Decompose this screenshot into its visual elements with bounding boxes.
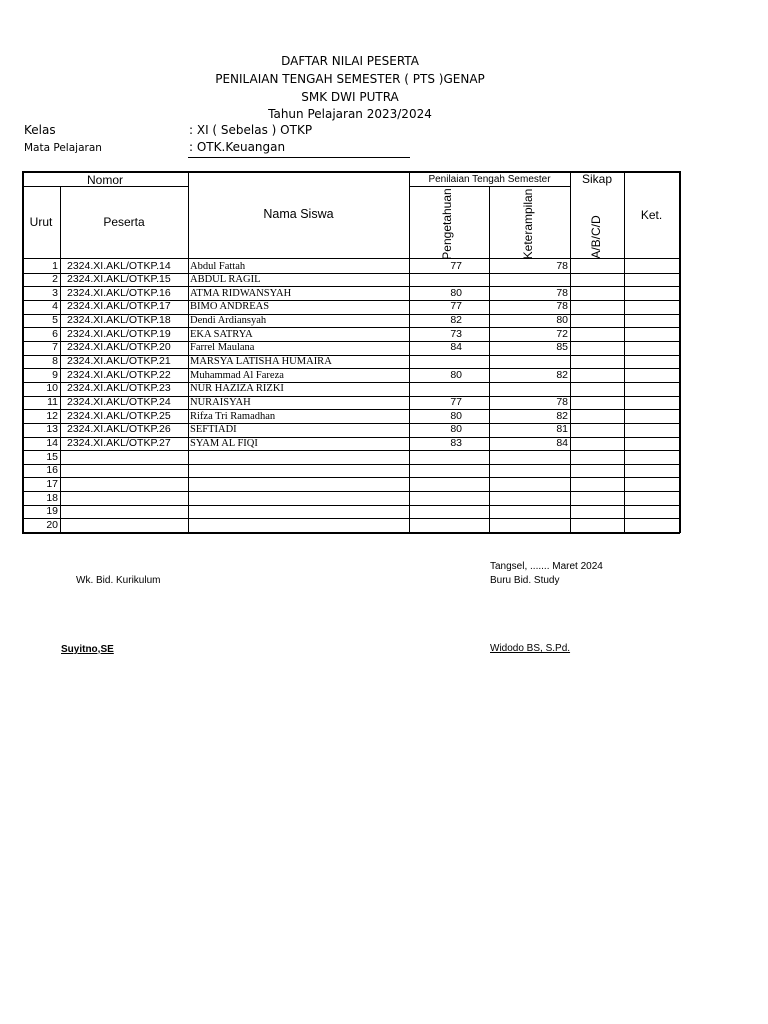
cell-pengetahuan [409,519,462,533]
cell-nama [190,464,408,478]
cell-nama: Dendi Ardiansyah [190,315,267,327]
right-signatory-name: Widodo BS, S.Pd. [490,643,571,654]
col-line-urut [60,186,61,533]
header-sikap: Sikap [581,172,613,186]
title-line-4: Tahun Pelajaran 2023/2024 [268,107,432,121]
cell-nama: Abdul Fattah [190,260,246,272]
cell-keterampilan [489,451,568,465]
mapel-label: Mata Pelajaran [24,142,102,154]
cell-urut: 7 [52,341,58,354]
left-signatory-name: Suyitno,SE [61,644,114,655]
cell-keterampilan: 84 [556,437,568,449]
cell-nama: NUR HAZIZA RIZKI [190,383,284,395]
cell-urut: 6 [52,327,58,340]
cell-urut: 3 [52,286,58,299]
header-ket: Ket. [640,208,663,222]
cell-urut: 16 [46,464,58,477]
cell-pengetahuan [409,464,462,478]
cell-peserta: 2324.XI.AKL/OTKP.15 [67,273,171,286]
cell-peserta: 2324.XI.AKL/OTKP.24 [67,396,171,408]
cell-peserta: 2324.XI.AKL/OTKP.16 [67,286,171,299]
cell-urut: 5 [52,314,58,327]
mapel-underline [188,157,410,158]
cell-urut: 15 [46,450,58,463]
cell-pengetahuan: 82 [450,314,462,327]
date-place: Tangsel, ....... Maret 2024 [490,561,603,572]
table-right-border [679,171,681,533]
header-abcd: A/B/C/D [589,215,603,259]
cell-peserta: 2324.XI.AKL/OTKP.18 [67,314,171,327]
cell-keterampilan: 78 [556,396,568,408]
kelas-label: Kelas [24,123,56,137]
title-line-1: DAFTAR NILAI PESERTA [281,54,419,68]
cell-pengetahuan: 80 [450,368,462,381]
cell-keterampilan: 81 [556,423,568,436]
col-line-peserta [188,171,189,533]
cell-pengetahuan: 73 [450,327,462,340]
cell-peserta: 2324.XI.AKL/OTKP.14 [67,259,171,272]
header-peserta: Peserta [103,215,145,229]
cell-pengetahuan [409,478,462,492]
cell-urut: 17 [46,477,58,490]
cell-nama: Rifza Tri Ramadhan [190,410,276,422]
wk-bid-kurikulum-label: Wk. Bid. Kurikulum [76,575,161,586]
cell-peserta: 2324.XI.AKL/OTKP.26 [67,423,171,436]
cell-pengetahuan: 83 [450,437,462,449]
header-nama-siswa: Nama Siswa [263,207,334,221]
cell-peserta [67,492,188,506]
header-nomor: Nomor [86,173,123,187]
cell-nama: Muhammad Al Fareza [190,369,284,381]
cell-nama: ATMA RIDWANSYAH [190,287,292,299]
cell-pengetahuan [409,505,462,519]
cell-urut: 18 [46,491,58,504]
cell-pengetahuan: 80 [450,423,462,436]
cell-peserta: 2324.XI.AKL/OTKP.25 [67,409,171,422]
cell-pengetahuan: 80 [450,286,462,299]
cell-peserta: 2324.XI.AKL/OTKP.20 [67,341,171,354]
cell-nama [190,519,408,533]
cell-nama: ABDUL RAGIL [190,274,261,286]
cell-peserta: 2324.XI.AKL/OTKP.22 [67,368,171,381]
cell-urut: 4 [52,300,58,313]
cell-urut: 12 [46,409,58,422]
cell-peserta [67,451,188,465]
cell-keterampilan [489,273,568,287]
cell-urut: 2 [52,273,58,286]
cell-nama [190,451,408,465]
cell-peserta [67,478,188,492]
cell-keterampilan: 80 [556,314,568,327]
cell-keterampilan [489,464,568,478]
title-line-3: SMK DWI PUTRA [301,90,399,104]
cell-nama: SYAM AL FIQI [190,438,258,449]
buru-bid-study-label: Buru Bid. Study [490,575,560,586]
cell-urut: 13 [46,423,58,436]
cell-urut: 19 [46,505,58,518]
cell-keterampilan [489,382,568,396]
cell-peserta [67,505,188,519]
cell-keterampilan: 72 [556,327,568,340]
cell-keterampilan [489,505,568,519]
cell-urut: 20 [46,518,58,531]
cell-peserta [67,519,188,533]
cell-peserta: 2324.XI.AKL/OTKP.19 [67,327,171,340]
cell-pengetahuan [409,451,462,465]
cell-pengetahuan: 80 [450,409,462,422]
cell-keterampilan: 85 [556,341,568,354]
cell-keterampilan [489,478,568,492]
header-keterampilan: Keterampilan [521,188,535,260]
mapel-value: : OTK.Keuangan [189,140,286,154]
cell-nama [190,505,408,519]
cell-keterampilan: 78 [556,286,568,299]
cell-keterampilan: 82 [556,368,568,381]
cell-peserta: 2324.XI.AKL/OTKP.21 [67,355,171,368]
cell-urut: 10 [46,382,58,395]
cell-nama: BIMO ANDREAS [190,301,270,313]
cell-keterampilan [489,492,568,506]
cell-peserta: 2324.XI.AKL/OTKP.27 [67,437,171,449]
header-pts: Penilaian Tengah Semester [428,174,551,185]
cell-nama: EKA SATRYA [190,328,253,340]
kelas-value: : XI ( Sebelas ) OTKP [189,123,313,137]
cell-nama: NURAISYAH [190,397,251,408]
col-line-sikap [624,171,625,533]
cell-peserta: 2324.XI.AKL/OTKP.17 [67,300,171,313]
cell-pengetahuan: 77 [450,300,462,313]
cell-pengetahuan [409,273,462,287]
cell-nama: MARSYA LATISHA HUMAIRA [190,356,332,368]
cell-peserta [67,464,188,478]
cell-urut: 11 [47,396,58,408]
header-pengetahuan: Pengetahuan [440,188,454,260]
cell-nama: Farrel Maulana [190,342,255,354]
cell-urut: 14 [46,437,58,449]
cell-keterampilan [489,355,568,369]
title-line-2: PENILAIAN TENGAH SEMESTER ( PTS )GENAP [215,72,485,86]
cell-nama [190,492,408,506]
cell-keterampilan: 82 [556,409,568,422]
cell-pengetahuan: 84 [450,341,462,354]
cell-urut: 1 [52,259,58,272]
cell-nama [190,478,408,492]
col-line-keterampilan [570,171,571,533]
cell-urut: 9 [52,368,58,381]
cell-pengetahuan [409,355,462,369]
cell-keterampilan: 78 [556,259,568,272]
cell-pengetahuan [409,382,462,396]
cell-keterampilan: 78 [556,300,568,313]
cell-pengetahuan [409,492,462,506]
header-urut: Urut [29,215,53,229]
cell-pengetahuan: 77 [450,259,462,272]
cell-keterampilan [489,519,568,533]
cell-pengetahuan: 77 [450,396,462,408]
cell-urut: 8 [52,355,58,368]
cell-nama: SEFTIADI [190,424,237,436]
cell-peserta: 2324.XI.AKL/OTKP.23 [67,382,171,395]
